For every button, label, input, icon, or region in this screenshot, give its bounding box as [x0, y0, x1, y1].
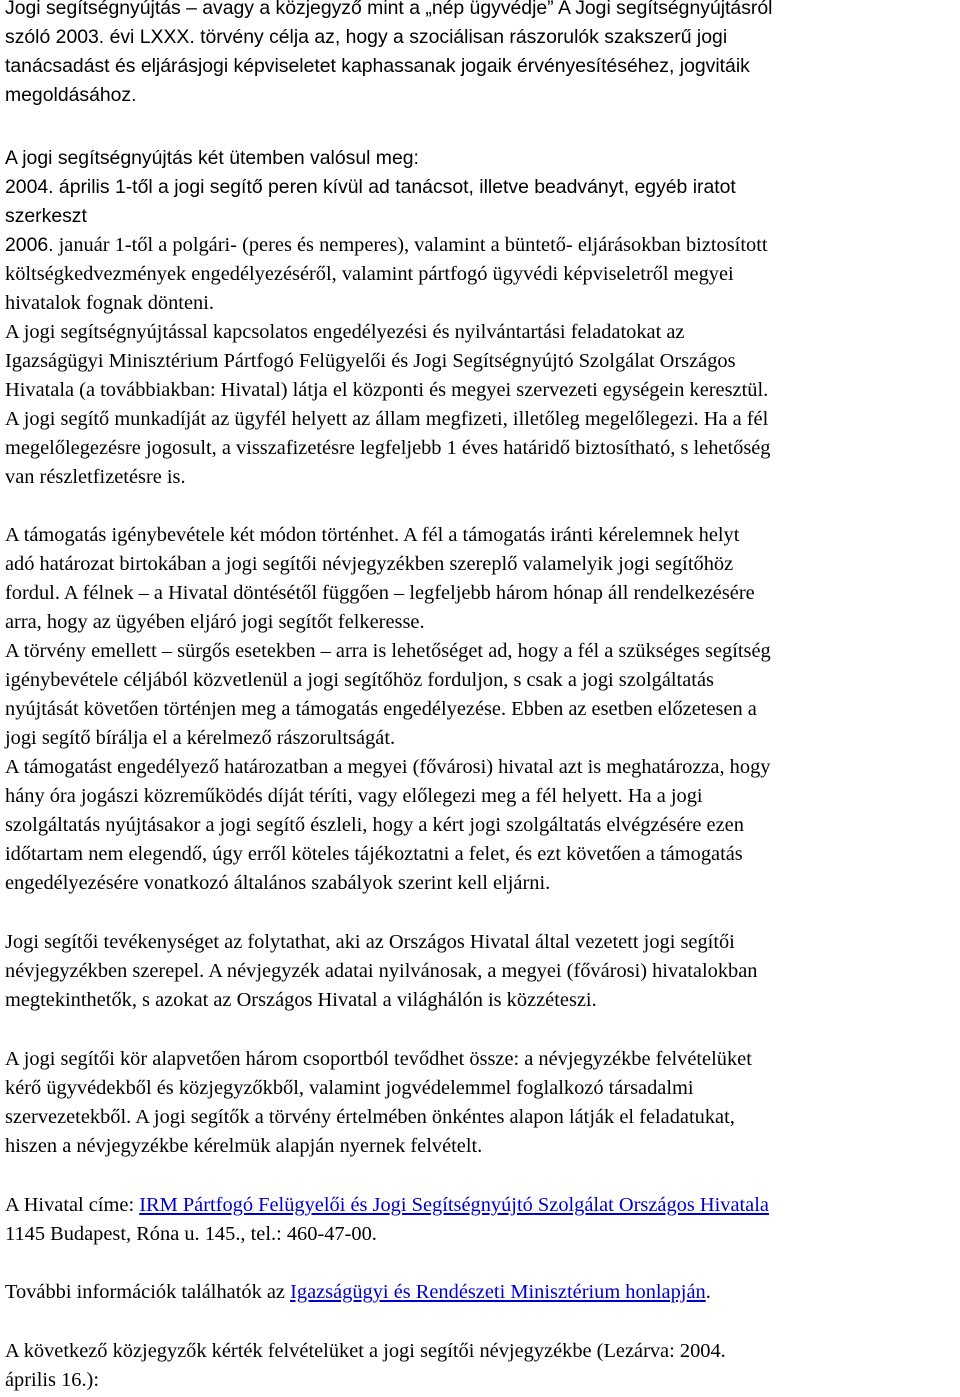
stage-2006: [5, 231, 960, 318]
text-line: A törvény emellett – sürgős esetekben – arra is lehetőséget ad, hogy a fél a szükséges segítség: [5, 640, 771, 662]
organization-paragraph: [5, 318, 960, 492]
notaries-paragraph: [5, 1337, 960, 1395]
address-prefix: A Hivatal címe:: [5, 1194, 140, 1216]
text-line: Igazságügyi Minisztérium Pártfogó Felügyelői és Jogi Segítségnyújtó Szolgálat Országos: [5, 350, 736, 372]
groups-paragraph: [5, 1045, 960, 1161]
usage-paragraph: [5, 521, 960, 898]
text-line: Jogi segítői tevékenységet az folytathat, aki az Országos Hivatal által vezetett jogi segítői: [5, 931, 735, 953]
text-line: A jogi segítői kör alapvetően három csoportból tevődhet össze: a névjegyzékbe felvételüket: [5, 1048, 752, 1070]
text-line: szolgáltatás nyújtásakor a jogi segítő észleli, hogy a kért jogi szolgáltatás elvégzésére ezen: [5, 814, 744, 836]
text-line: időtartam nem elegendő, úgy erről köteles tájékoztatni a felet, és ezt követően a támogatás: [5, 843, 743, 865]
text-line: megoldásához.: [5, 84, 137, 106]
text-line: arra, hogy az ügyében eljáró jogi segítőt felkeresse.: [5, 611, 425, 633]
text-line: kérő ügyvédekből és közjegyzőkből, valamint jogvédelemmel foglalkozó társadalmi: [5, 1077, 694, 1099]
text-line: engedélyezésére vonatkozó általános szabályok szerint kell eljárni.: [5, 872, 551, 894]
text-line: Hivatala (a továbbiakban: Hivatal) látja el központi és megyei szervezeti egységein keresztül.: [5, 379, 769, 401]
text-line: [5, 1191, 960, 1220]
text-line: jogi segítő bírálja el a kérelmező rászorultságát.: [5, 727, 396, 749]
text-line: A következő közjegyzők kérték felvételüket a jogi segítői névjegyzékbe (Lezárva: 2004.: [5, 1340, 726, 1362]
text-line: igénybevétele céljából közvetlenül a jogi segítőhöz forduljon, s csak a jogi szolgáltatás: [5, 669, 714, 691]
text-line: megtekinthetők, s azokat az Országos Hivatal a világhálón is közzéteszi.: [5, 989, 597, 1011]
text-line: szerkeszt: [5, 205, 87, 227]
text-line: megelőlegezésre jogosult, a visszafizetésre legfeljebb 1 éves határidő biztosítható, s lehetőség: [5, 437, 771, 459]
more-info-prefix: További információk találhatók az: [5, 1281, 291, 1303]
text-line: tanácsadást és eljárásjogi képviseletet kaphassanak jogaik érvényesítéséhez, jogvitáik: [5, 55, 750, 77]
registry-paragraph: [5, 928, 960, 1015]
text-line: nyújtását követően történjen meg a támogatás engedélyezése. Ebben az esetben előzetesen a: [5, 698, 757, 720]
text-line: hiszen a névjegyzékbe kérelmük alapján nyernek felvételt.: [5, 1135, 483, 1157]
text-line: A támogatás igénybevétele két módon történhet. A fél a támogatás iránti kérelemnek helyt: [5, 524, 740, 546]
text-line: névjegyzékben szerepel. A névjegyzék adatai nyilvánosak, a megyei (fővárosi) hivatalokban: [5, 960, 758, 982]
text-line: A jogi segítő munkadíját az ügyfél helyett az állam megfizeti, illetőleg megelőlegezi. Ha a fél: [5, 408, 769, 430]
address-line: 1145 Budapest, Róna u. 145., tel.: 460-47-00.: [5, 1223, 377, 1245]
text-line: adó határozat birtokában a jogi segítői névjegyzékben szereplő valamelyik jogi segítőhöz: [5, 553, 734, 575]
text-line: A támogatást engedélyező határozatban a megyei (fővárosi) hivatal azt is meghatározza, hogy: [5, 756, 771, 778]
text-line: április 16.):: [5, 1369, 100, 1391]
text-line: A jogi segítségnyújtással kapcsolatos engedélyezési és nyilvántartási feladatokat az: [5, 321, 685, 343]
text-fragment: január 1-től a polgári- (peres és nemperes), valamint a büntető- eljárásokban biztosított: [53, 234, 768, 256]
ministry-homepage-link[interactable]: Igazságügyi és Rendészeti Minisztérium honlapján: [290, 1281, 706, 1303]
text-line: A jogi segítségnyújtás két ütemben valósul meg:: [5, 147, 419, 169]
text-line: hány óra jogászi közreműködés díját téríti, vagy előlegezi meg a fél helyett. Ha a jogi: [5, 785, 703, 807]
text-line: hivatalok fognak dönteni.: [5, 292, 214, 314]
more-info-paragraph: [5, 1278, 960, 1307]
hivatal-link[interactable]: IRM Pártfogó Felügyelői és Jogi Segítségnyújtó Szolgálat Országos Hivatala: [139, 1194, 769, 1216]
text-line: fordul. A félnek – a Hivatal döntésétől függően – legfeljebb három hónap áll rendelkezésére: [5, 582, 755, 604]
text-line: szervezetekből. A jogi segítők a törvény értelmében önkéntes alapon látják el feladatukat,: [5, 1106, 735, 1128]
stage-2004: [5, 173, 960, 231]
text-line: [5, 1278, 960, 1307]
intro-paragraph: [5, 0, 960, 110]
text-line: Jogi segítségnyújtás – avagy a közjegyző mint a „nép ügyvédje” A Jogi segítségnyújtásról: [5, 0, 773, 19]
stages-heading: [5, 144, 960, 173]
text-line: [5, 231, 960, 260]
more-info-suffix: .: [705, 1281, 711, 1303]
text-line: költségkedvezmények engedélyezéséről, valamint pártfogó ügyvédi képviseletről megyei: [5, 263, 734, 285]
text-line: 2004. április 1-től a jogi segítő peren kívül ad tanácsot, illetve beadványt, egyéb iratot: [5, 176, 736, 198]
year-label: 2006.: [5, 234, 54, 256]
text-line: van részletfizetésre is.: [5, 466, 186, 488]
text-line: szóló 2003. évi LXXX. törvény célja az, hogy a szociálisan rászorulók szakszerű jogi: [5, 26, 728, 48]
address-paragraph: [5, 1191, 960, 1249]
